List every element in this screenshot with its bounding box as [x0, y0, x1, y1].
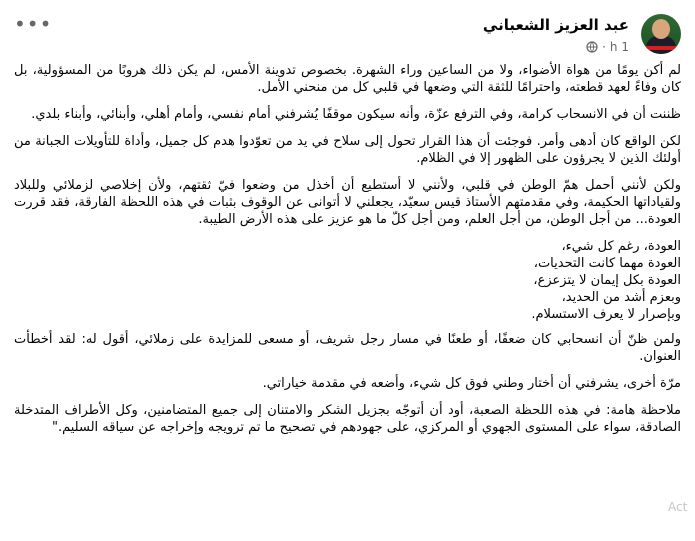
verse-line: العودة بكل إيمان لا يتزعزع، [533, 273, 681, 288]
verse-line: وبإصرار لا يعرف الاستسلام. [531, 307, 681, 322]
post-header [0, 8, 695, 56]
post-paragraph: مرّة أخرى، يشرفني أن أختار وطني فوق كل شيء، وأضعه في مقدمة خياراتي. [262, 376, 681, 391]
post-meta: 1 h · [586, 40, 629, 54]
post-paragraph: لم أكن يومًا من هواة الأضواء، ولا من الساعين وراء الشهرة. بخصوص تدوينة الأمس، لم يكن ذلك هروبًا من المسؤولية، بل كان وفاءً لعهد قطعته، واحترامًا للثقة التي وضعها في قلبي كل من منحني الأمل. [14, 63, 681, 95]
verse-line: العودة، رغم كل شيء، [561, 239, 681, 254]
more-options-icon[interactable]: ••• [14, 12, 53, 36]
post-paragraph: ولمن ظنّ أن انسحابي كان ضعفًا، أو طعنًا في مسار رجل شريف، أو مسعى للمزايدة على زملائي، أقول له: لقد أخطأت العنوان. [14, 332, 681, 364]
author-name[interactable]: عبد العزيز الشعباني [482, 16, 629, 34]
verse-line: العودة مهما كانت التحديات، [533, 256, 681, 271]
post-paragraph: ملاحظة هامة: في هذه اللحظة الصعبة، أود أن أتوجّه بجزيل الشكر والامتنان إلى جميع المتضامنين، وكل الأطراف المتدخلة الصادقة، سواء على المستوى الجهوي أو المركزي، على جهودهم في تصحيح ما تم ترويجه وإخراجه عن سياقه السليم." [14, 403, 681, 435]
post-body [14, 62, 681, 446]
verse-line: وبعزم أشد من الحديد، [561, 290, 681, 305]
post-paragraph: ولكن لأنني أحمل همّ الوطن في قلبي، ولأنني لا أستطيع أن أخذل من وضعوا فيّ ثقتهم، ولأن إخلاصي لزملائي وللبلاد ولقياداتها الحكيمة، وفي مقدمتهم الأستاذ قيس سعيّد، يجعلني لا أتوانى عن الوقوف بثبات في هذه اللحظة الفارقة، فقد قررت العودة... من أجل الوطن، من أجل العلم، ومن أجل كلّ ما هو عزيز على هذه الأرض الطيبة. [14, 178, 681, 227]
post-paragraph: لكن الواقع كان أدهى وأمر. فوجئت أن هذا القرار تحول إلى سلاح في يد من تعوّدوا هدم كل جميل، وأداة للتأويلات الجبانة من أولئك الذين لا يجرؤون على الظهور إلا في الظلام. [14, 134, 681, 166]
post-time[interactable]: 1 h [609, 40, 629, 54]
avatar[interactable] [641, 14, 681, 54]
post-verse [14, 238, 681, 323]
globe-icon[interactable] [586, 41, 598, 53]
post-paragraph: ظننت أن في الانسحاب كرامة، وفي الترفع عزّة، وأنه سيكون موقفًا يُشرفني أمام نفسي، وأمام أهلي، وأبنائي، وأبناء بلدي. [31, 107, 681, 122]
activate-watermark: Act [668, 500, 688, 514]
